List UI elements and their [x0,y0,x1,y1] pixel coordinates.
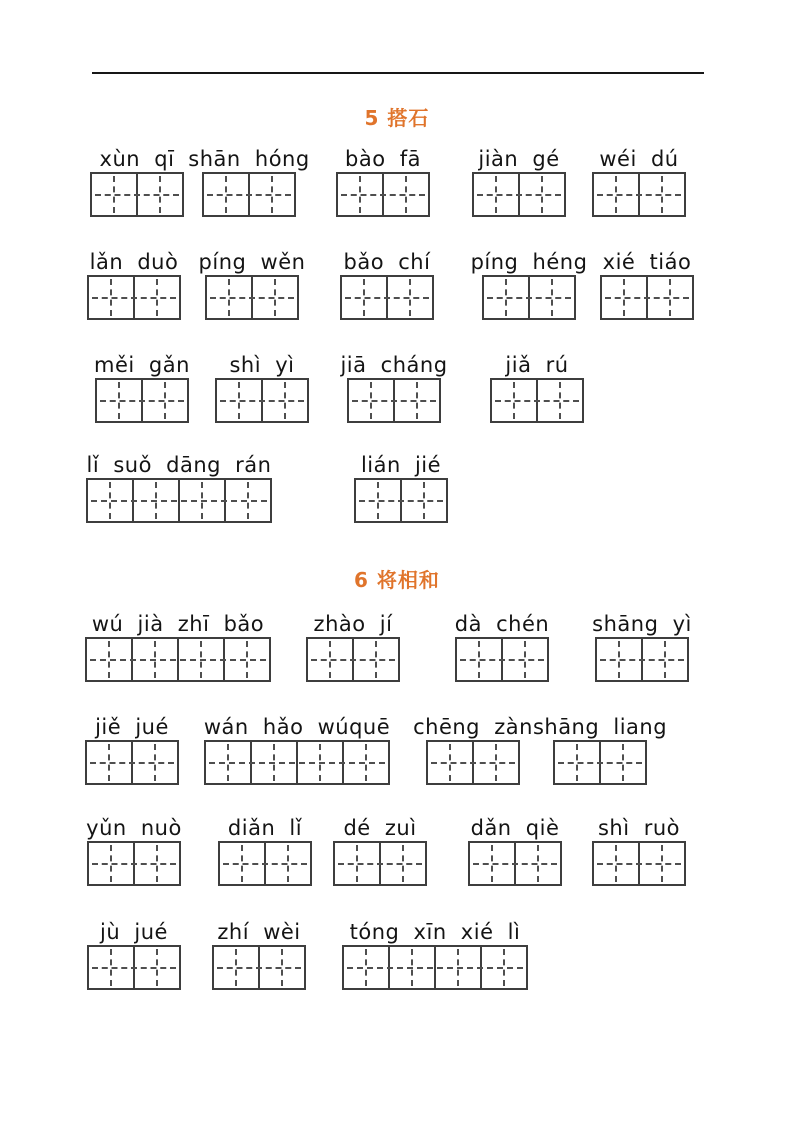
pinyin-label: shì ruò [597,816,681,840]
grid-cell [352,639,398,680]
grid-cell [133,843,179,884]
word-block [454,612,550,682]
grid-cell [207,277,251,318]
pinyin-label: jù jué [100,920,168,944]
writing-grid [455,637,549,682]
pinyin-label: lián jié [360,453,442,477]
word-block [413,715,533,785]
grid-cell [296,742,342,783]
word-block [85,715,179,785]
pinyin-label: dà chén [454,612,550,636]
writing-grid [204,740,390,785]
word-block [90,147,184,217]
writing-grid [340,275,434,320]
grid-cell [470,843,514,884]
grid-cell [356,480,400,521]
grid-cell [223,639,269,680]
grid-cell [224,480,270,521]
word-block [86,453,272,523]
grid-cell [214,947,258,988]
word-block [468,816,562,886]
grid-cell [536,380,582,421]
word-block [86,816,182,886]
grid-cell [87,742,131,783]
pinyin-label: yǔn nuò [86,816,182,840]
pinyin-label: lǐ suǒ dāng rán [86,453,272,477]
writing-grid [205,275,299,320]
pinyin-label: zhào jí [313,612,393,636]
grid-cell [264,843,310,884]
writing-grid [215,378,309,423]
pinyin-label: zhí wèi [217,920,301,944]
writing-grid [347,378,441,423]
writing-grid [86,478,272,523]
writing-grid [468,841,562,886]
pinyin-label: bào fā [345,147,421,171]
word-block [333,816,427,886]
writing-grid [212,945,306,990]
grid-cell [393,380,439,421]
pinyin-label: jiā cháng [340,353,448,377]
grid-cell [388,947,434,988]
word-block [600,250,694,320]
word-block [342,920,528,990]
grid-cell [492,380,536,421]
grid-cell [133,277,179,318]
grid-cell [555,742,599,783]
pinyin-label: shān hóng [188,147,310,171]
word-block [340,250,434,320]
word-block [94,353,190,423]
grid-cell [97,380,141,421]
writing-grid [595,637,689,682]
grid-cell [428,742,472,783]
grid-cell [528,277,574,318]
word-block [188,147,310,217]
word-block [592,147,686,217]
writing-grid [306,637,400,682]
writing-grid [592,841,686,886]
word-block [592,612,692,682]
word-block [218,816,312,886]
pinyin-label: diǎn lǐ [227,816,303,840]
grid-cell [501,639,547,680]
grid-cell [338,174,382,215]
word-block [306,612,400,682]
grid-cell [638,174,684,215]
grid-cell [133,947,179,988]
grid-cell [342,277,386,318]
grid-cell [250,742,296,783]
grid-cell [92,174,136,215]
writing-grid [202,172,296,217]
grid-cell [131,742,177,783]
grid-cell [178,480,224,521]
pinyin-label: píng wěn [198,250,306,274]
grid-cell [646,277,692,318]
pinyin-label: měi gǎn [94,353,190,377]
word-block [490,353,584,423]
grid-cell [597,639,641,680]
writing-grid [553,740,647,785]
grid-cell [342,742,388,783]
grid-cell [177,639,223,680]
writing-grid [333,841,427,886]
pinyin-label: xié tiáo [602,250,692,274]
grid-cell [484,277,528,318]
word-block [87,250,181,320]
pinyin-label: jiàn gé [478,147,560,171]
word-block [336,147,430,217]
pinyin-label: shì yì [229,353,295,377]
grid-cell [344,947,388,988]
grid-cell [258,947,304,988]
grid-cell [472,742,518,783]
pinyin-label: lǎn duò [89,250,179,274]
word-block [340,353,448,423]
grid-cell [89,843,133,884]
writing-grid [354,478,448,523]
grid-cell [206,742,250,783]
grid-cell [335,843,379,884]
grid-cell [88,480,132,521]
writing-grid [342,945,528,990]
word-block [212,920,306,990]
writing-grid [600,275,694,320]
grid-cell [251,277,297,318]
word-block [215,353,309,423]
grid-cell [400,480,446,521]
writing-grid [592,172,686,217]
pinyin-label: bǎo chí [343,250,431,274]
writing-grid [482,275,576,320]
grid-cell [594,174,638,215]
pinyin-label: dǎn qiè [470,816,560,840]
writing-grid [87,275,181,320]
word-block [203,715,391,785]
grid-cell [136,174,182,215]
writing-grid [472,172,566,217]
grid-cell [89,947,133,988]
pinyin-label: jiě jué [95,715,169,739]
pinyin-label: dé zuì [343,816,417,840]
grid-cell [379,843,425,884]
grid-cell [474,174,518,215]
grid-cell [594,843,638,884]
grid-cell [599,742,645,783]
grid-cell [434,947,480,988]
grid-cell [514,843,560,884]
grid-cell [89,277,133,318]
pinyin-label: wán hǎo wúquē [203,715,391,739]
grid-cell [308,639,352,680]
writing-grid [490,378,584,423]
grid-cell [641,639,687,680]
writing-grid [87,945,181,990]
pinyin-label: jiǎ rú [505,353,569,377]
writing-grid [336,172,430,217]
writing-grid [95,378,189,423]
word-block [532,715,668,785]
grid-cell [204,174,248,215]
pinyin-label: shāng yì [592,612,692,636]
word-block [198,250,306,320]
grid-cell [141,380,187,421]
grid-cell [248,174,294,215]
grid-cell [217,380,261,421]
grid-cell [382,174,428,215]
word-block [87,920,181,990]
word-block [592,816,686,886]
grid-cell [131,639,177,680]
writing-grid [87,841,181,886]
writing-grid [85,740,179,785]
pinyin-label: wéi dú [599,147,679,171]
pinyin-label: chēng zàn [413,715,533,739]
grid-cell [638,843,684,884]
grid-cell [132,480,178,521]
grid-cell [386,277,432,318]
writing-grid [426,740,520,785]
pinyin-label: shāng liang [532,715,668,739]
grid-cell [261,380,307,421]
word-block [354,453,448,523]
section-title: 6 将相和 [354,568,440,592]
pinyin-label: xùn qī [99,147,175,171]
writing-grid [218,841,312,886]
writing-grid [90,172,184,217]
grid-cell [457,639,501,680]
word-block [470,250,588,320]
grid-cell [518,174,564,215]
grid-cell [349,380,393,421]
grid-cell [87,639,131,680]
word-block [472,147,566,217]
grid-cell [220,843,264,884]
writing-grid [85,637,271,682]
section-title: 5 搭石 [364,106,430,130]
pinyin-label: tóng xīn xié lì [349,920,521,944]
pinyin-label: wú jià zhī bǎo [91,612,265,636]
grid-cell [480,947,526,988]
top-rule [92,72,704,74]
pinyin-label: píng héng [470,250,588,274]
word-block [85,612,271,682]
grid-cell [602,277,646,318]
